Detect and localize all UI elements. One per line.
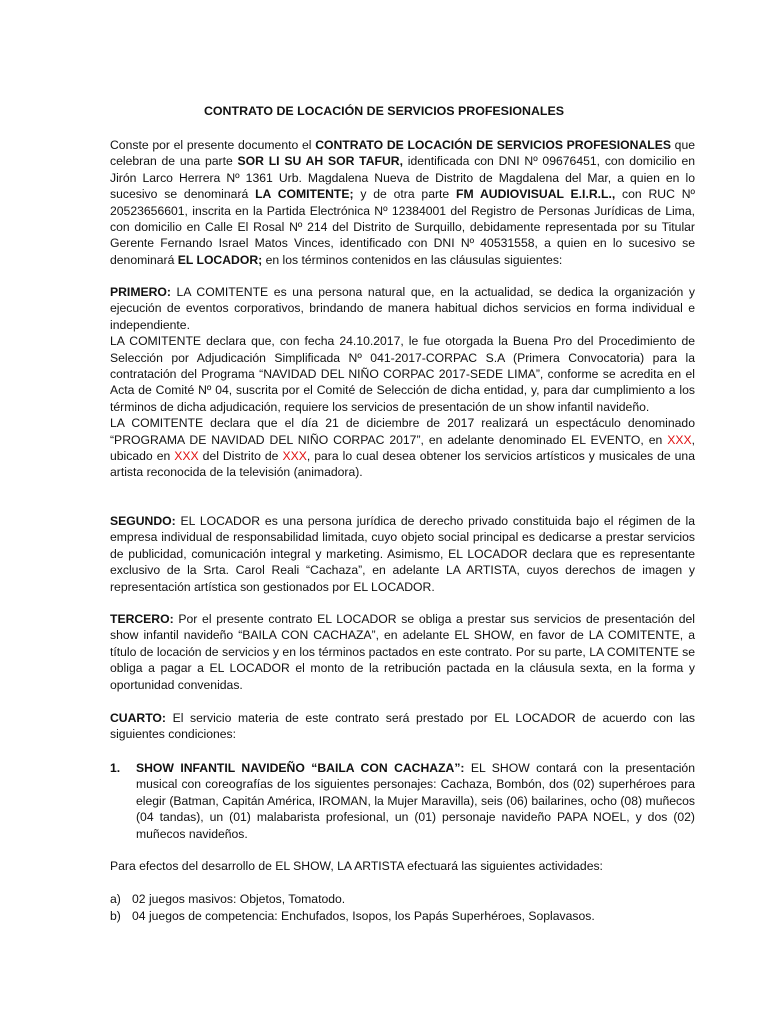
intro-text-2: que celebran de una parte <box>110 138 695 169</box>
placeholder-xxx-2: XXX <box>174 449 199 464</box>
clause-tercero-label: TERCERO: <box>110 612 174 626</box>
clause-primero-label: PRIMERO: <box>110 285 171 299</box>
intro-text-6: en los términos contenidos en las cláusulas siguientes: <box>262 252 563 267</box>
sub-item-b <box>110 908 695 924</box>
document-title: CONTRATO DE LOCACIÓN DE SERVICIOS PROFESIONALES <box>203 104 565 118</box>
clause-primero-p3a: LA COMITENTE declara que el día 21 de diciembre de 2017 realizará un espectáculo denominado “PROGRAMA DE NAVIDAD DEL NIÑO CORPAC 2017”, en adelante denominado EL EVENTO, en <box>110 416 695 447</box>
intro-paragraph <box>110 137 695 268</box>
sub-item-a <box>110 891 695 907</box>
clause-primero-p1: LA COMITENTE es una persona natural que, en la actualidad, se dedica la organización y ejecución de eventos corporativos, brindando de manera habitual dichos servicios en forma individual e independiente. <box>110 285 695 332</box>
intro-bold-3: LA COMITENTE; <box>255 187 354 202</box>
sub-item-b-text: 04 juegos de competencia: Enchufados, Isopos, los Papás Superhéroes, Soplavasos. <box>132 909 595 923</box>
clause-primero-p3d: , para lo cual desea obtener los servicios artísticos y musicales de una artista reconocida de la televisión (animadora). <box>110 449 695 480</box>
clause-primero-p3c: del Distrito de <box>198 449 283 464</box>
intro-text-5: con RUC Nº 20523656601, inscrita en la Partida Electrónica Nº 12384001 del Registro de Personas Jurídicas de Lima, con domicilio en Calle El Rosal Nº 214 del Distrito de Surquillo, debidamente representada por su Titular Gerente Fernando Israel Matos Vinces, identificado con DNI Nº 40531558, a quien en lo sucesivo se denominará <box>110 187 695 267</box>
intro-bold-4: FM AUDIOVISUAL E.I.R.L., <box>456 187 616 202</box>
list-item-text: EL SHOW contará con la presentación musical con coreografías de los siguientes personajes: Cachaza, Bombón, dos (02) superhéroes para elegir (Batman, Capitán América, IROMAN, la Mujer Maravilla), seis (06) bailarines, ocho (08) muñecos (04 tandas), un (01) malabarista profesional, un (01) personaje navideño PAPA NOEL, y dos (02) muñecos navideños. <box>136 761 695 841</box>
clause-segundo-label: SEGUNDO: <box>110 514 176 528</box>
clause-segundo-text: EL LOCADOR es una persona jurídica de derecho privado constituida bajo el régimen de la empresa individual de responsabilidad limitada, cuyo objeto social principal es dedicarse a prestar servicios de publicidad, comunicación integral y marketing. Asimismo, EL LOCADOR declara que es representante exclusivo de la Srta. Carol Reali “Cachaza”, en adelante LA ARTISTA, cuyos derechos de imagen y representación artística son gestionados por EL LOCADOR. <box>110 514 695 594</box>
intro-text-4: y de otra parte <box>353 187 457 202</box>
intro-bold-2: SOR LI SU AH SOR TAFUR, <box>237 154 403 169</box>
clause-cuarto-label: CUARTO: <box>110 711 166 725</box>
placeholder-xxx-3: XXX <box>282 449 307 464</box>
clause-tercero <box>110 611 695 693</box>
sub-item-a-text: 02 juegos masivos: Objetos, Tomatodo. <box>132 892 346 906</box>
clause-segundo <box>110 513 695 595</box>
clause-tercero-text: Por el presente contrato EL LOCADOR se obliga a prestar sus servicios de presentación del show infantil navideño “BAILA CON CACHAZA”, en adelante EL SHOW, en favor de LA COMITENTE, a título de locación de servicios y en los términos pactados en este contrato. Por su parte, LA COMITENTE se obliga a pagar a EL LOCADOR el monto de la retribución pactada en la cláusula sexta, en la forma y oportunidad convenidas. <box>110 612 695 692</box>
clause-cuarto-text: El servicio materia de este contrato será prestado por EL LOCADOR de acuerdo con las siguientes condiciones: <box>110 711 695 742</box>
sub-item-a-label: a) <box>110 892 121 906</box>
list-item-number: 1. <box>110 761 121 775</box>
intro-bold-5: EL LOCADOR; <box>177 252 263 267</box>
list-item <box>110 760 695 842</box>
intro-text-3: identificada con DNI Nº 09676451, con domicilio en Jirón Larco Herrera Nº 1361 Urb. Magdalena Nueva de Distrito de Magdalena del Mar, a quien en lo sucesivo se denominará <box>110 154 695 202</box>
clause-primero <box>110 284 695 481</box>
clause-cuarto <box>110 710 695 743</box>
intro-text-1: Conste por el presente documento el <box>110 138 316 152</box>
sub-item-b-label: b) <box>110 909 121 923</box>
efectos-paragraph: Para efectos del desarrollo de EL SHOW, LA ARTISTA efectuará las siguientes actividades: <box>110 859 603 873</box>
clause-primero-p2: LA COMITENTE declara que, con fecha 24.10.2017, le fue otorgada la Buena Pro del Procedimiento de Selección por Adjudicación Simplificada Nº 041-2017-CORPAC S.A (Primera Convocatoria) para la contratación del Programa “NAVIDAD DEL NIÑO CORPAC 2017-SEDE LIMA”, conforme se acredita en el Acta de Comité Nº 04, suscrita por el Comité de Selección de dicha entidad, y, para dar cumplimiento a los términos de dicha adjudicación, requiere los servicios de presentación de un show infantil navideño. <box>110 334 695 414</box>
list-item-label: SHOW INFANTIL NAVIDEÑO “BAILA CON CACHAZA”: <box>136 761 465 775</box>
intro-bold-1: CONTRATO DE LOCACIÓN DE SERVICIOS PROFESIONALES <box>315 138 671 152</box>
placeholder-xxx-1: XXX <box>667 432 692 447</box>
clause-primero-p3b: , ubicado en <box>110 432 695 464</box>
